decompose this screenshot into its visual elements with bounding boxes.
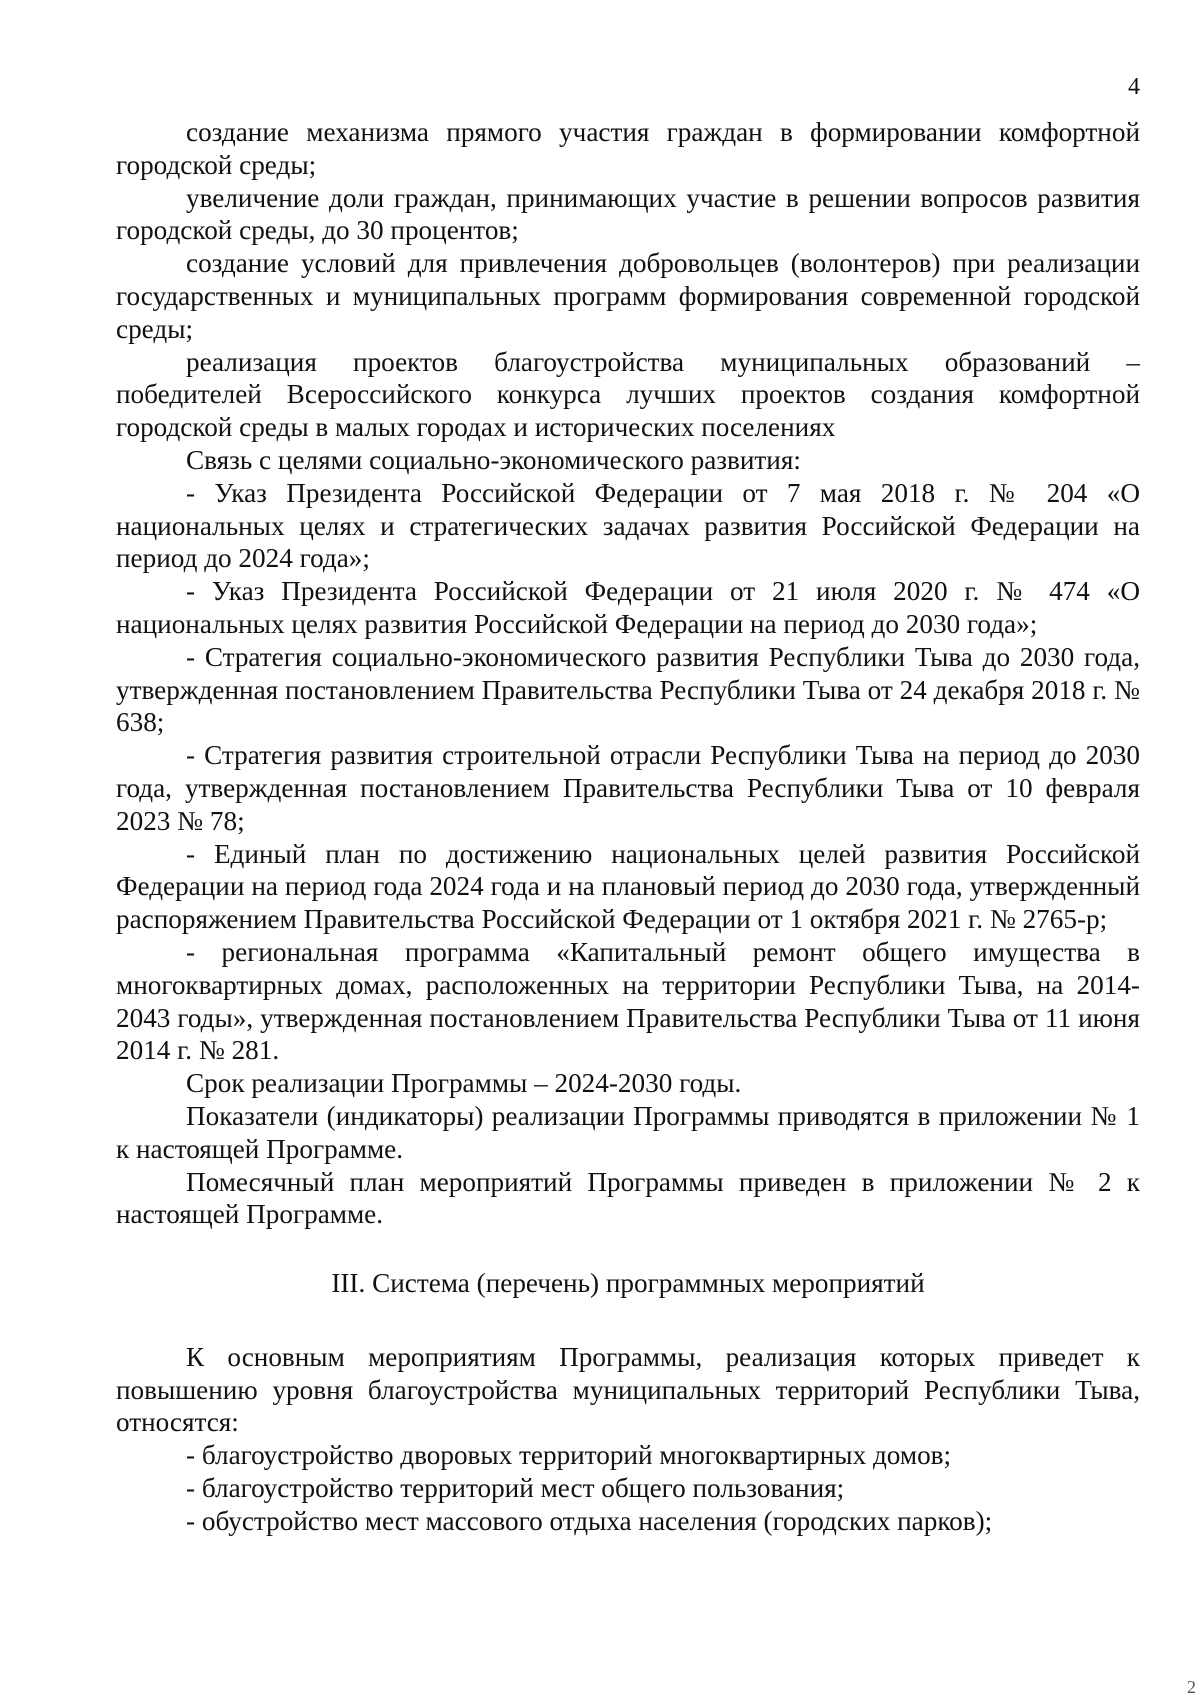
paragraph: реализация проектов благоустройства муниципальных образований – победителей Всероссийского конкурса лучших проектов создания комфортной городской среды в малых городах и исторических поселениях (116, 346, 1140, 443)
list-item: - региональная программа «Капитальный ремонт общего имущества в многоквартирных домах, расположенных на территории Республики Тыва, на 2014-2043 годы», утвержденная постановлением Правительства Республики Тыва от 11 июня 2014 г. № 281. (116, 936, 1140, 1066)
paragraph: создание условий для привлечения добровольцев (волонтеров) при реализации государственных и муниципальных программ формирования современной городской среды; (116, 248, 1140, 344)
section-title: III. Система (перечень) программных мероприятий (331, 1268, 925, 1299)
page-number: 4 (1128, 74, 1140, 100)
list-item: - Стратегия социально-экономического развития Республики Тыва до 2030 года, утвержденная постановлением Правительства Республики Тыва от 24 декабря 2018 г. № 638; (116, 641, 1140, 738)
list-item: - благоустройство дворовых территорий многоквартирных домов; (186, 1440, 952, 1471)
paragraph: Срок реализации Программы – 2024-2030 годы. (186, 1068, 742, 1099)
paragraph: Помесячный план мероприятий Программы приведен в приложении № 2 к настоящей Программе. (116, 1166, 1140, 1230)
list-item: - обустройство мест массового отдыха населения (городских парков); (186, 1505, 993, 1536)
list-item: - Указ Президента Российской Федерации от 21 июля 2020 г. № 474 «О национальных целях развития Российской Федерации на период до 2030 года»; (116, 576, 1140, 639)
paragraph: Показатели (индикаторы) реализации Программы приводятся в приложении № 1 к настоящей Программе. (116, 1100, 1140, 1164)
paragraph: создание механизма прямого участия граждан в формировании комфортной городской среды; (116, 117, 1140, 180)
paragraph: увеличение доли граждан, принимающих участие в решении вопросов развития городской среды, до 30 процентов; (116, 182, 1140, 246)
document-body (116, 116, 1140, 1538)
paragraph: Связь с целями социально-экономического развития: (186, 444, 801, 475)
list-item: - Указ Президента Российской Федерации от 7 мая 2018 г. № 204 «О национальных целях и стратегических задачах развития Российской Федерации на период до 2024 года»; (116, 477, 1140, 574)
list-item: - благоустройство территорий мест общего пользования; (186, 1473, 845, 1504)
list-item: - Стратегия развития строительной отрасли Республики Тыва на период до 2030 года, утвержденная постановлением Правительства Республики Тыва от 10 февраля 2023 № 78; (116, 740, 1140, 836)
corner-mark: 2 (1187, 1677, 1196, 1697)
list-item: - Единый план по достижению национальных целей развития Российской Федерации на период года 2024 года и на плановый период до 2030 года, утвержденный распоряжением Правительства Российской Федерации от 1 октября 2021 г. № 2765-р; (116, 838, 1140, 935)
paragraph: К основным мероприятиям Программы, реализация которых приведет к повышению уровня благоустройства муниципальных территорий Республики Тыва, относятся: (116, 1341, 1140, 1438)
